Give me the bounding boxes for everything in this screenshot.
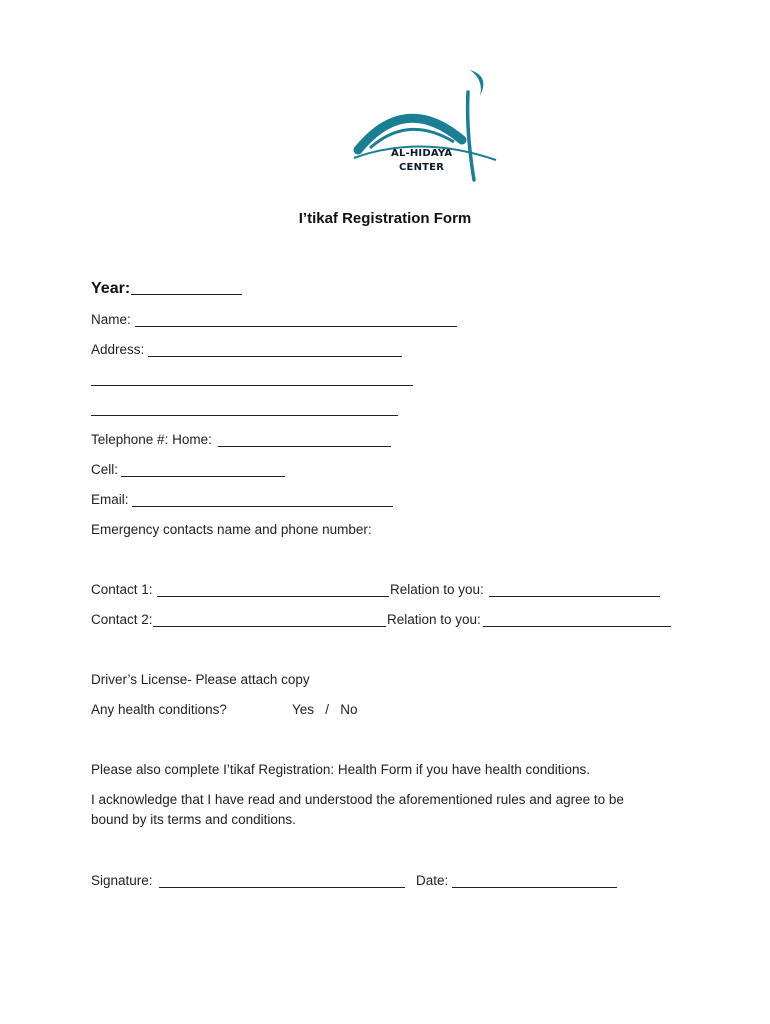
health-yes-no-options[interactable]: Yes / No [292,702,358,717]
signature-label: Signature: [91,873,153,888]
contact1-label: Contact 1: [91,582,153,597]
email-field[interactable] [132,506,393,507]
contact2-relation-label: Relation to you: [387,612,481,627]
name-label: Name: [91,312,131,327]
logo-name-line2: CENTER [399,162,445,173]
health-conditions-label: Any health conditions? [91,702,227,717]
contact2-label: Contact 2: [91,612,153,627]
telephone-home-label: Telephone #: Home: [91,432,212,447]
date-label: Date: [416,873,449,888]
acknowledgement-line1: I acknowledge that I have read and understood the aforementioned rules and agree to be [91,792,624,807]
date-field[interactable] [452,887,617,888]
address-label: Address: [91,342,145,357]
year-label: Year: [91,280,131,297]
acknowledgement-line2: bound by its terms and conditions. [91,812,296,827]
address-field-line2[interactable] [91,385,413,386]
address-field-line1[interactable] [148,356,402,357]
health-form-note: Please also complete I’tikaf Registration: Health Form if you have health conditions. [91,762,591,777]
contact1-relation-field[interactable] [489,596,660,597]
contact1-relation-label: Relation to you: [390,582,484,597]
cell-field[interactable] [121,476,285,477]
name-field[interactable] [135,326,457,327]
logo-name-line1: AL-HIDAYA [391,148,453,159]
drivers-license-label: Driver’s License- Please attach copy [91,672,310,687]
emergency-contacts-label: Emergency contacts name and phone number: [91,522,372,537]
year-field[interactable] [131,294,242,295]
cell-label: Cell: [91,462,119,477]
contact1-field[interactable] [157,596,389,597]
telephone-home-field[interactable] [218,446,391,447]
form-title: I’tikaf Registration Form [298,210,472,227]
contact2-relation-field[interactable] [483,626,671,627]
email-label: Email: [91,492,129,507]
address-field-line3[interactable] [91,415,398,416]
contact2-field[interactable] [153,626,386,627]
signature-field[interactable] [159,887,405,888]
center-logo [350,62,500,182]
